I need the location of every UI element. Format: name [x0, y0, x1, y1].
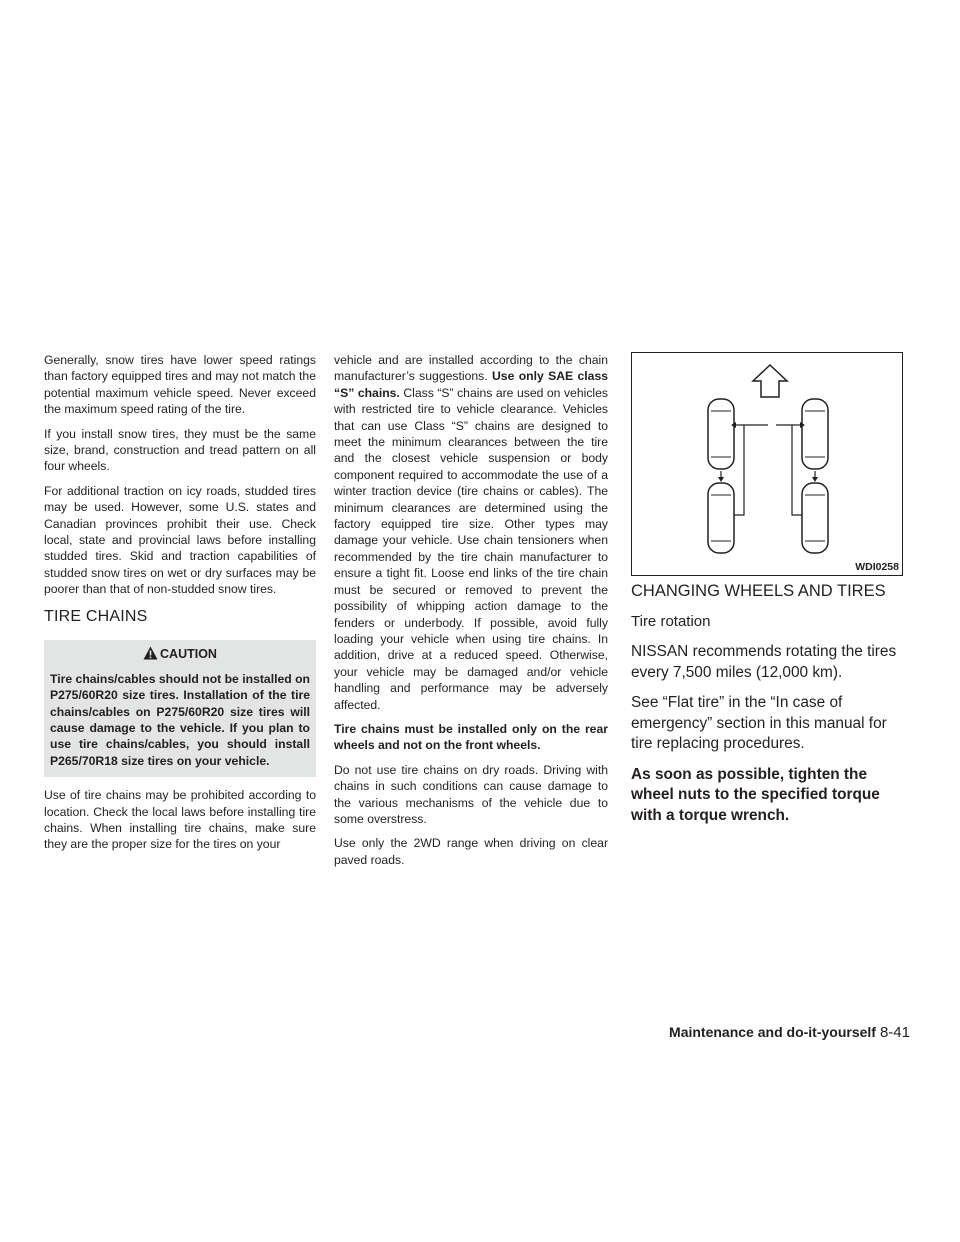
subheading-tire-rotation: Tire rotation	[631, 613, 711, 630]
caution-title: CAUTION	[160, 647, 217, 662]
paragraph-2wd-range: Use only the 2WD range when driving on clear paved roads.	[334, 836, 608, 867]
footer-section-title: Maintenance and do-it-yourself	[669, 1024, 876, 1040]
caution-box	[44, 640, 316, 777]
page-footer	[640, 1024, 910, 1041]
forward-arrow-icon	[753, 365, 787, 397]
text-sae-class-s: Use only SAE class “S” chains.	[334, 369, 608, 400]
caution-header	[50, 646, 310, 663]
tire-front-right	[802, 399, 828, 469]
tire-rear-right	[802, 483, 828, 553]
paragraph-chain-install	[334, 352, 608, 713]
tire-rear-left	[708, 483, 734, 553]
tire-front-left	[708, 399, 734, 469]
paragraph-studded-tires: For additional traction on icy roads, studded tires may be used. However, some U.S. states and Canadian provinces prohibit their use. Check local, state and provincial laws before installing studded tires. Skid and traction capabilities of studded snow tires on wet or dry surfaces may be poorer than that of non-studded snow tires.	[44, 483, 316, 597]
paragraph-chain-laws: Use of tire chains may be prohibited according to location. Check the local laws before installing tire chains. When installing tire chains, make sure they are the proper size for the tires on your	[44, 788, 316, 852]
figure-label: WDI0258	[855, 561, 899, 573]
page-number: 8-41	[879, 1024, 910, 1041]
column-middle	[334, 352, 608, 876]
paragraph-rear-wheels-only: Tire chains must be installed only on the rear wheels and not on the front wheels.	[334, 721, 608, 753]
paragraph-snow-tire-size: If you install snow tires, they must be the same size, brand, construction and tread pattern on all four wheels.	[44, 426, 316, 474]
paragraph-torque-wrench: As soon as possible, tighten the wheel nuts to the specified torque with a torque wrench.	[631, 765, 880, 824]
text-chain-install-end: Class “S” chains are used on vehicles with restricted tire to vehicle clearance. Vehicles that can use Class “S” chains are designed to meet the minimum clearances between the tire and the closest vehicle suspension or body component required to accommodate the use of a winter traction device (tire chains or cables). The minimum clearances are determined using the factory equipped tire size. Other types may damage your vehicle. Use chain tensioners when recommended by the tire chain manufacturer to ensure a tight fit. Loose end links of the tire chain must be secured or removed to prevent the possibility of whipping action damage to the fenders or underbody. If possible, avoid fully loading your vehicle when using tire chains. In addition, drive at a reduced speed. Otherwise, your vehicle may be damaged and/or vehicle handling and performance may be adversely affected.	[334, 385, 608, 712]
paragraph-dry-roads: Do not use tire chains on dry roads. Driving with chains in such conditions can cause damage to the various mechanisms of the vehicle due to some overstress.	[334, 762, 608, 826]
heading-tire-chains: TIRE CHAINS	[44, 607, 148, 625]
caution-text: Tire chains/cables should not be installed on P275/60R20 size tires. Installation of the tire chains/cables on P275/60R20 size tires will cause damage to the vehicle. If you plan to use tire chains/cables, you should install P265/70R18 size tires on your vehicle.	[50, 671, 310, 768]
tire-rotation-diagram	[632, 353, 902, 575]
warning-triangle-icon	[143, 646, 158, 663]
paragraph-rotation-interval: NISSAN recommends rotating the tires every 7,500 miles (12,000 km).	[631, 643, 897, 681]
heading-changing-wheels: CHANGING WHEELS AND TIRES	[631, 582, 886, 600]
text-chain-install-start: vehicle and are installed according to the chain manufacturer’s suggestions.	[334, 353, 608, 384]
tire-rotation-figure	[631, 352, 903, 576]
column-right	[631, 352, 903, 826]
paragraph-snow-tire-speed: Generally, snow tires have lower speed ratings than factory equipped tires and may not match the potential maximum vehicle speed. Never exceed the maximum speed rating of the tire.	[44, 353, 316, 417]
column-left	[44, 352, 316, 861]
paragraph-flat-tire-reference: See “Flat tire” in the “In case of emergency” section in this manual for tire replacing procedures.	[631, 694, 887, 752]
